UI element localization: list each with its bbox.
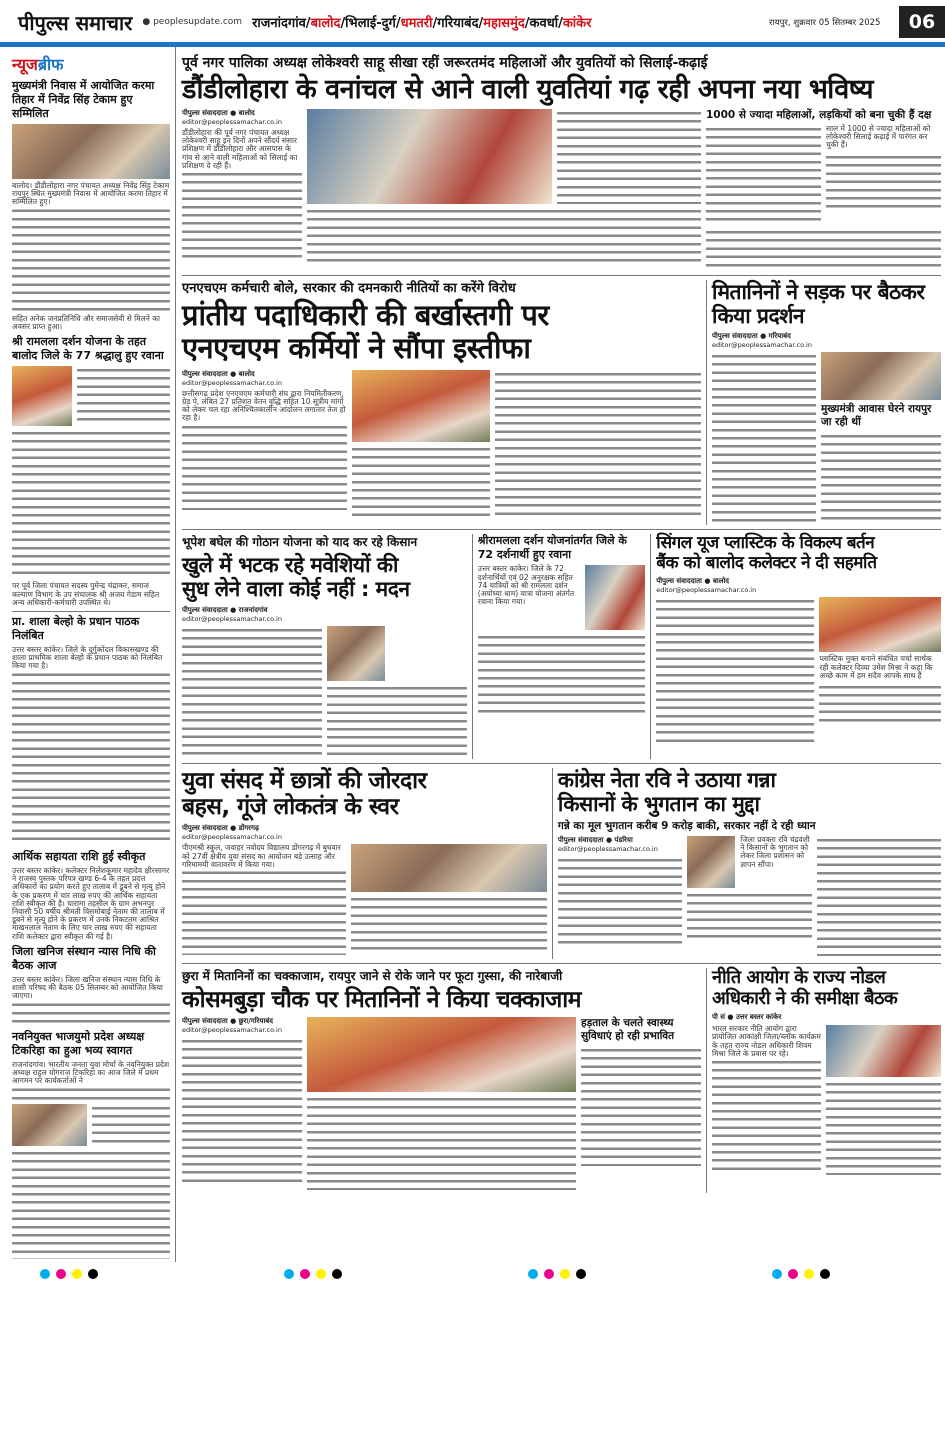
article-body [307,1095,576,1190]
top-story-kicker: पूर्व नगर पालिका अध्यक्ष लोकेश्वरी साहू सीखा रहीं जरूरतमंद महिलाओं और युवतियों को सिलाई-कढ़ाई [182,55,708,71]
gothan-headline-line1[interactable]: खुले में भटक रहे मवेशियों की [182,553,398,578]
ravi-portrait [687,836,735,888]
news-brief-label [12,53,170,75]
top-story-headline[interactable]: डौंडीलोहारा के वनांचल से आने वाली युवतियां गढ़ रही अपना नया भविष्य [182,74,874,105]
chura-kicker: छुरा में मितानिनों का चक्काजाम, रायपुर जाने से रोके जाने पर फूटा गुस्सा, की नारेबाजी [182,968,563,983]
district-link[interactable]: राजनांदगांव/ [252,16,311,31]
article-body [77,366,170,426]
district-link[interactable]: /गरियाबंद/ [432,16,484,31]
article-body [182,129,302,259]
article-body [182,626,322,756]
article-body [819,683,941,723]
madan-portrait [327,626,385,681]
article-body [706,125,821,225]
karma-photo [12,124,170,179]
district-link[interactable]: धमतरी [400,16,433,31]
body-end: पर पूर्व जिला पंचायत सदस्य पुमेन्द्र चंद्राकर, समाज कल्याण विभाग के उप संचालक श्री अजय गेडाम सहित अन्य अधिकारी-कर्मचारी उपस्थित थे। [12,582,170,607]
body-snippet: छत्तीसगढ़ प्रदेश एनएचएम कर्मचारी संघ द्वारा नियमितीकरण, ग्रेड पे, लंबित 27 प्रतिशत वेतन वृद्धि सहित 10 सूत्रीय मांगों को लेकर चल रहा अनिश्चितकालीन आंदोलन लगातार तेज हो रहा है। [182,388,346,423]
brief-headline-suspension[interactable]: प्रा. शाला बेल्हो के प्रधान पाठक निलंबित [12,611,170,643]
byline: पी सं ● उत्तर बस्तर कांकेर [712,1013,782,1022]
article-body [12,182,170,312]
print-registration-strip [0,1266,945,1283]
byline-email[interactable]: editor@peoplessamachar.co.in [712,341,812,350]
byline: पीपुल्स संवाददाता ● राजनांदगांव [182,605,268,614]
body-snippet: उत्तर बस्तर कांकेर। जिला खनिज संस्थान न्यास निधि के शासी परिषद की बैठक 05 सितम्बर को आयोजित किया जाएगा। [12,976,170,1001]
body-snippet: जिला प्रवक्ता रवि चंद्रवंशी ने किसानों के भुगतान को लेकर जिला प्रशासन को ज्ञापन सौंपा। [740,836,811,888]
body-snippet: प्लास्टिक मुक्त बनाने संबंधित चर्चा सार्थक रही कलेक्टर दिव्या उमेश मिश्रा ने कहा कि अच्छे काम में हम सदैव आपके साथ हैं [819,655,941,680]
brief-headline-karma[interactable]: मुख्यमंत्री निवास में आयोजित करमा तिहार में निवेंद्र सिंह टेकाम हुए सम्मिलित [12,79,155,120]
brief-headline-bjym[interactable]: नवनियुक्त भाजयुमो प्रदेश अध्यक्ष टिकरिहा का हुआ भव्य स्वागत [12,1029,145,1057]
brief-b: ब्रीफ [37,55,64,74]
brief-headline-aid[interactable]: आर्थिक सहायता राशि हुई स्वीकृत [12,850,146,864]
article-body [92,1104,170,1146]
article-body [656,597,814,747]
masthead [0,0,945,47]
district-link[interactable]: बालोद [310,16,341,31]
brief-headline-mineral[interactable]: जिला खनिज संस्थान न्यास निधि की बैठक आज [12,944,156,972]
article-body [12,1061,170,1101]
nhm-headline-line2[interactable]: एनएचएम कर्मियों ने सौंपा इस्तीफा [182,331,531,366]
article-body [706,228,941,268]
nhm-row [182,276,941,530]
body-snippet: उत्तर बस्तर कांकेर। जिले के दुर्गुकोंदल विकासखण्ड की शाला प्राथमिक शाला बेल्हो के प्रधान पाठक को निलंबित किया गया है। [12,646,170,671]
gothan-headline-line2[interactable]: सुध लेने वाला कोई नहीं : मदन [182,577,410,602]
article-body [817,836,941,956]
article-body [826,1080,941,1175]
byline-email[interactable]: editor@peoplessamachar.co.in [182,378,282,387]
row-five [182,964,941,1193]
byline: पीपुल्स संवाददाता ● बालोद [656,577,729,586]
byline: पीपुल्स संवाददाता ● डोंगरगढ़ [182,824,259,833]
body-snippet: डौंडीलोहारा की पूर्व नगर पंचायत अध्यक्ष लोकेश्वरी साहू इन दिनों अपने सौंदर्य संसार प्रशिक्षण में डौंडीलोहारा और आसपास के गांव से आने वाली महिलाओं को सिलाई का प्रशिक्षण दे रही हैं। [182,129,302,170]
top-story [182,51,941,276]
nhm-protest-photo [352,370,490,442]
byline-email[interactable]: editor@peoplessamachar.co.in [557,844,658,853]
district-link[interactable]: कांकेर [562,16,592,31]
page-number: 06 [899,6,945,38]
bus-photo [585,565,645,630]
bjym-photo [12,1104,87,1146]
article-body [495,370,701,520]
article-body [182,844,346,955]
pilgrims-photo [12,366,72,426]
yuva-headline-line1[interactable]: युवा संसद में छात्रों की जोरदार [182,767,427,794]
article-body [12,1149,170,1259]
mitanin-subheading: मुख्यमंत्री आवास घेरने रायपुर जा रही थीं [821,403,932,429]
district-link[interactable]: महासमुंद [483,16,525,31]
body-snippet: राजनांदगांव। भारतीय जनता युवा मोर्चा के नवनियुक्त प्रदेश अध्यक्ष राहुल योगराज टिकरिहा का आज जिले में प्रथम आगमन पर कार्यकर्ताओं ने [12,1059,170,1086]
ganna-headline-line1[interactable]: कांग्रेस नेता रवि ने उठाया गन्ना [557,767,776,792]
chakkajam-photo [307,1017,576,1092]
article-body [182,390,347,510]
byline-email[interactable]: editor@peoplessamachar.co.in [182,833,282,842]
article-body [478,633,646,713]
body-end: सहित अनेक जनप्रतिनिधि और समाजसेवी से मिलने का अवसर प्राप्त हुआ। [12,315,170,331]
plastic-headline-line2[interactable]: बैंक को बालोद कलेक्टर ने दी सहमति [656,552,877,573]
byline: पीपुल्स संवाददाता ● छुरा/गरियाबंद [182,1017,273,1026]
body-snippet: भारत सरकार नीति आयोग द्वारा प्रायोजित आकांक्षी जिला/ब्लॉक कार्यक्रम के तहत राज्य नोडल अधिकारी शिवम मिश्रा जिले के प्रवास पर रहे। [712,1024,821,1058]
article-body [351,895,547,955]
byline-email[interactable]: editor@peoplessamachar.co.in [182,614,282,623]
plastic-headline-line1[interactable]: सिंगल यूज प्लास्टिक के विकल्प बर्तन [656,533,875,554]
ramlala-headline[interactable]: श्रीरामलला दर्शन योजनांतर्गत जिले के 72 दर्शनार्थी हुए रवाना [477,534,627,562]
issue-date: रायपुर, शुक्रवार 05 सितम्बर 2025 [769,17,881,28]
mitanin-photo [821,352,941,400]
article-body [558,856,682,946]
article-body [821,432,941,522]
article-body [352,445,490,520]
brief-a: न्यूज [12,55,38,74]
article-body [687,891,811,941]
article-body [12,976,170,1026]
byline: पीपुल्स संवाददाता ● गरियाबंद [712,332,791,341]
article-body [826,153,941,213]
article-body [712,352,816,522]
gothan-kicker: भूपेश बघेल की गोठान योजना को याद कर रहे किसान [182,535,418,550]
youth-parliament-photo [351,844,547,892]
ganna-subheading: गन्ने का मूल भुगतान करीब 9 करोड़ बाकी, सरकार नहीं दे रही ध्यान [557,819,816,832]
mitanin-headline[interactable]: मितानिनों ने सड़क पर बैठकर किया प्रदर्शन [712,280,925,329]
row-four [182,764,941,964]
district-link[interactable]: /भिलाई-दुर्ग/ [340,16,401,31]
district-link[interactable]: /कवर्धा/ [524,16,563,31]
top-side-heading: 1000 से ज्यादा महिलाओं, लड़कियों को बना चुकी हैं दक्ष [706,109,932,122]
byline: पीपुल्स संवाददाता ● बालोद [182,369,255,378]
sewing-class-photo [307,109,552,204]
article-body [12,429,170,579]
chura-headline[interactable]: कोसमबुड़ा चौक पर मितानिनों ने किया चक्काजाम [182,986,582,1013]
byline-email[interactable]: editor@peoplessamachar.co.in [182,118,282,127]
article-body [12,646,170,846]
news-brief-column [0,47,176,1262]
chura-subheading: हड़ताल के चलते स्वास्थ्य सुविधाएं हो रही प्रभावित [581,1017,675,1043]
byline-email[interactable]: editor@peoplessamachar.co.in [656,586,757,595]
collector-photo [819,597,941,652]
body-snippet: पीएमश्री स्कूल, जवाहर नवोदय विद्यालय डोंगरगढ़ में बुधवार को 27वीं क्षेत्रीय युवा संसद का आयोजन बड़े उत्साह और गरिमामयी वातावरण में किया गया। [182,844,346,869]
yuva-headline-line2[interactable]: बहस, गूंजे लोकतंत्र के स्वर [182,794,399,821]
district-list [252,13,759,31]
article-body [581,1046,701,1166]
article-body [712,1025,821,1175]
meeting-photo [826,1025,941,1077]
byline: पीपुल्स संवाददाता ● पंडरिया [557,835,633,844]
brief-headline-ramlala[interactable]: श्री रामलला दर्शन योजना के तहत बालोद जिले के 77 श्रद्धालु हुए रवाना [12,335,164,363]
nhm-kicker: एनएचएम कर्मचारी बोले, सरकार की दमनकारी नीतियों का करेंगे विरोध [182,281,516,297]
article-body [327,684,467,756]
nhm-headline-line1[interactable]: प्रांतीय पदाधिकारी की बर्खास्तगी पर [182,298,549,333]
byline: पीपुल्स संवाददाता ● बालोद [182,109,255,118]
article-body: उत्तर बस्तर कांकेर। कलेक्टर निलेशकुमार महादेव क्षीरसागर ने राजस्व पुस्तक परिपत्र खण्ड 6-4 के तहत प्रदत्त अधिकारों का प्रयोग करते हुए तालाब में डूबने से मृत्यु होने के एक प्रकरण में चार लाख रुपए की आर्थिक सहायता राशि स्वीकृत की है। चारामा तहसील के ग्राम अभनपुर निवासी 50 वर्षीय श्रीमती विसमोबाई नेताम की तालाब में डूबने से मृत्यु होने के प्रकरण में उनके निकटतम आश्रित माखनलाल नेताम के लिए चार लाख रुपए की सहायता राशि कलेक्टर द्वारा स्वीकृत की गई है। [12,866,170,941]
niti-headline[interactable]: नीति आयोग के राज्य नोडल अधिकारी ने की समीक्षा बैठक [712,966,898,1009]
article-body [307,207,701,267]
ganna-headline-line2[interactable]: किसानों के भुगतान का मुद्दा [557,791,760,816]
side-body: साल में 1000 से ज्यादा महिलाओं को लोकेश्वरी सिलाई कढ़ाई में पारंगत कर चुकी हैं। [826,125,941,150]
article-body [557,109,701,204]
byline-email[interactable]: editor@peoplessamachar.co.in [182,1026,282,1035]
website-link[interactable]: ● peoplesupdate.com [142,17,243,27]
row-three [182,530,941,763]
article-body: उत्तर बस्तर कांकेर। जिले के 72 दर्शनार्थियों एवं 02 अनुरक्षक सहित 74 यात्रियों को श्री रामलला दर्शन (अयोध्या धाम) यात्रा योजना अंतर्गत रवाना किया गया। [478,565,581,630]
body-snippet: बालोद। डौंडीलोहारा नगर पंचायत अध्यक्ष निवेंद्र सिंह टेकाम रायपुर स्थित मुख्यमंत्री निवास में आयोजित करमा तिहार में सम्मिलित हुए। [12,181,170,207]
newspaper-logo: पीपुल्स समाचार [18,10,133,35]
article-body [182,1037,302,1187]
